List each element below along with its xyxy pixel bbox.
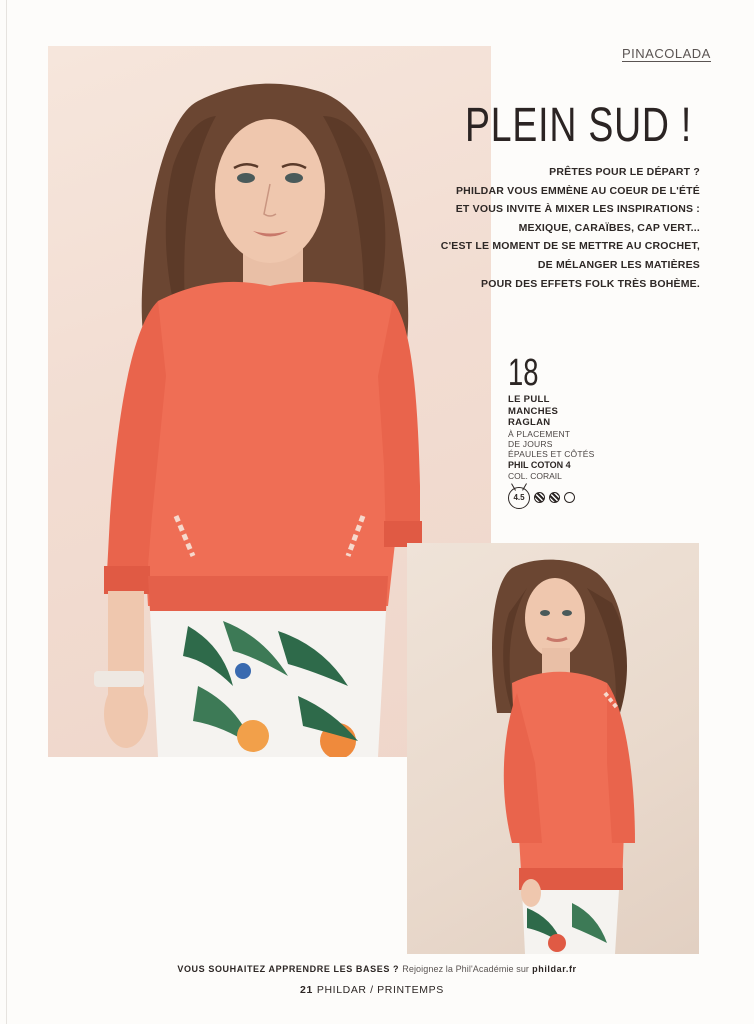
footer-cta-bold: VOUS SOUHAITEZ APPRENDRE LES BASES ? (177, 964, 400, 974)
intro-line: PHILDAR VOUS EMMÈNE AU COEUR DE L'ÉTÉ (455, 184, 700, 197)
intro-line: MEXIQUE, CARAÏBES, CAP VERT... (518, 221, 700, 234)
needle-size: 4.5 (513, 493, 525, 502)
intro-text (340, 163, 700, 293)
yarn-color: COL. CORAIL (508, 470, 562, 481)
section-tag (622, 46, 711, 61)
model-side-illustration (407, 543, 699, 954)
intro-line: PRÊTES POUR LE DÉPART ? (549, 166, 700, 178)
pattern-name-line: LE PULL (508, 394, 550, 405)
page-title: PLEIN SUD ! (464, 99, 692, 152)
footer-cta-text: Rejoignez la Phil'Académie sur (402, 964, 530, 974)
intro-line: DE MÉLANGER LES MATIÈRES (537, 258, 700, 271)
needle-size-icon (508, 487, 530, 509)
pattern-symbols (508, 487, 628, 509)
page-edge (6, 0, 7, 1024)
yarn-ball-filled-icon (534, 492, 545, 503)
publication-name: PHILDAR / PRINTEMPS (316, 984, 444, 996)
intro-line: ET VOUS INVITE À MIXER LES INSPIRATIONS : (455, 203, 700, 216)
pattern-name-line: RAGLAN (508, 417, 551, 428)
pattern-detail-line: DE JOURS (508, 438, 553, 449)
yarn-ball-filled-icon (549, 492, 560, 503)
footer-cta (0, 964, 754, 974)
pattern-detail-line: ÉPAULES ET CÔTÉS (508, 448, 595, 459)
pattern-detail-line: À PLACEMENT (508, 428, 571, 439)
yarn-name: PHIL COTON 4 (508, 459, 571, 470)
section-tag-text: PINACOLADA (622, 46, 711, 61)
yarn-ball-empty-icon (564, 492, 575, 503)
photo-model-three-quarter (407, 543, 699, 954)
intro-line: POUR DES EFFETS FOLK TRÈS BOHÈME. (481, 277, 700, 290)
page-number: 21 (300, 984, 313, 996)
pattern-number: 18 (508, 352, 539, 394)
pattern-name-line: MANCHES (508, 405, 559, 417)
pattern-info (508, 352, 628, 509)
folio (300, 984, 444, 996)
footer-cta-link[interactable]: phildar.fr (532, 964, 577, 974)
intro-line: C'EST LE MOMENT DE SE METTRE AU CROCHET, (440, 240, 700, 253)
